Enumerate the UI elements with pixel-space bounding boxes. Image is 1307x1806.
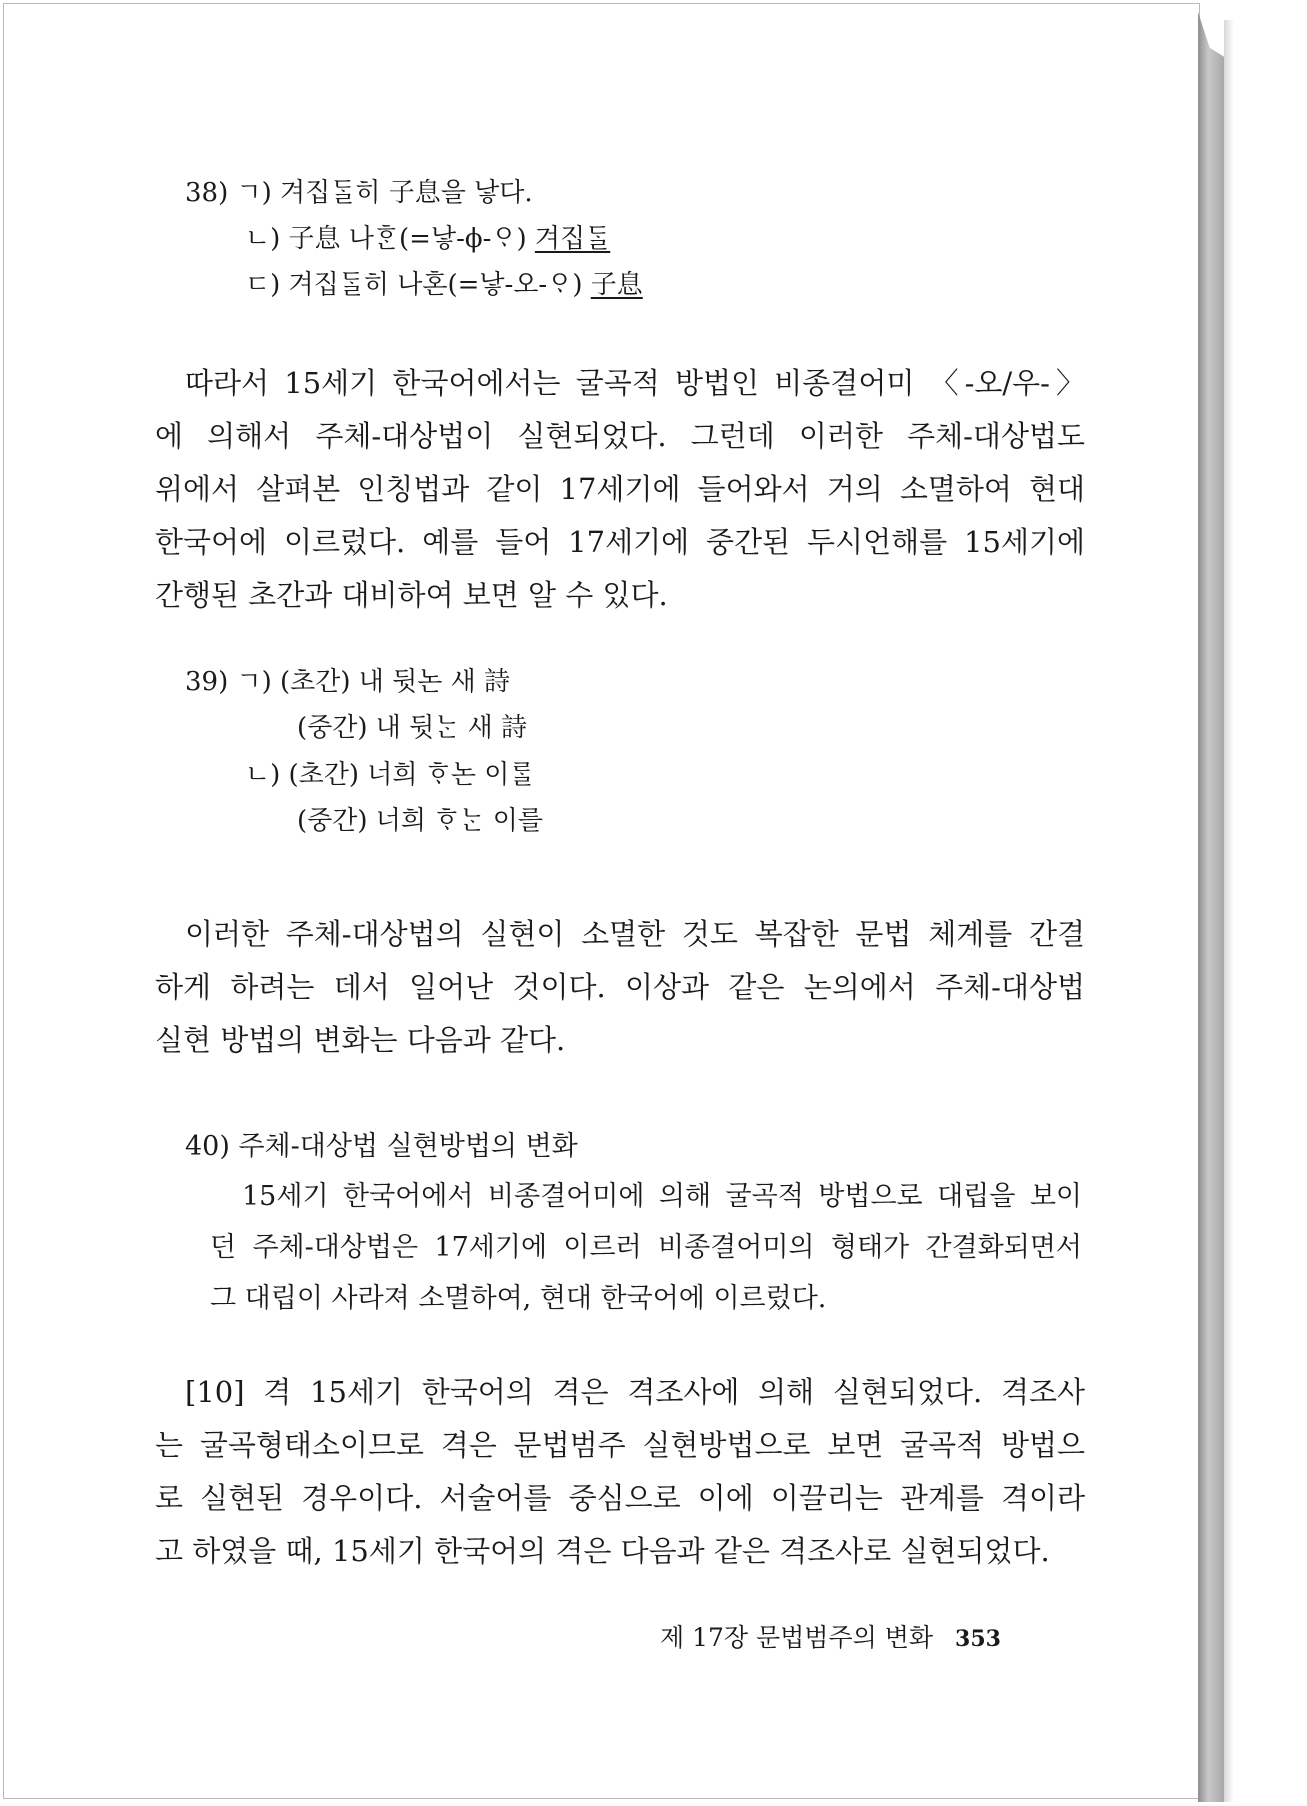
example-38-line-2	[245, 224, 610, 254]
paragraph-1-line: 간행된 초간과 대비하여 보면 알 수 있다.	[155, 578, 668, 612]
paragraph-2-line: 이러한 주체-대상법의 실현이 소멸한 것도 복잡한 문법 체계를 간결	[185, 917, 1085, 951]
example-40-line: 던 주체-대상법은 17세기에 이르러 비종결어미의 형태가 간결화되면서	[210, 1232, 1082, 1263]
example-38-line-1: 38) ㄱ) 겨집ᄃᆞᆯ히 子息을 낳다.	[185, 178, 533, 208]
example-38-line-3-text: ㄷ) 겨집ᄃᆞᆯ히 나혼(=낳-오-ᄋᆞ)	[245, 270, 591, 300]
paragraph-3-line: 로 실현된 경우이다. 서술어를 중심으로 이에 이끌리는 관계를 격이라	[155, 1481, 1085, 1515]
paragraph-1-line: 한국어에 이르렀다. 예를 들어 17세기에 중간된 두시언해를 15세기에	[155, 525, 1085, 559]
example-38-line-2-text: ㄴ) 子息 나ᄒᆞᆫ(=낳-ϕ-ᄋᆞ)	[245, 224, 535, 254]
paragraph-3	[155, 1366, 1085, 1578]
example-40-title: 40) 주체-대상법 실현방법의 변화	[185, 1131, 578, 1162]
example-38-line-3	[245, 270, 643, 300]
example-38-line-2-underlined: 겨집ᄃᆞᆯ	[534, 224, 611, 254]
page-edge-shadow	[1224, 20, 1234, 1802]
paragraph-2-line: 실현 방법의 변화는 다음과 같다.	[155, 1023, 566, 1057]
example-39-line-3: ㄴ) (초간) 너희 ᄒᆞ논 이ᄅᆞᆯ	[245, 760, 535, 790]
page-edge	[1198, 12, 1224, 1802]
paragraph-2	[155, 908, 1085, 1067]
paragraph-2-line: 하게 하려는 데서 일어난 것이다. 이상과 같은 논의에서 주체-대상법	[155, 970, 1085, 1004]
paragraph-1-line: 따라서 15세기 한국어에서는 굴곡적 방법인 비종결어미 〈-오/우-〉	[185, 366, 1085, 400]
example-40-line: 그 대립이 사라져 소멸하여, 현대 한국어에 이르렀다.	[210, 1283, 827, 1314]
example-40-line: 15세기 한국어에서 비종결어미에 의해 굴곡적 방법으로 대립을 보이	[242, 1181, 1082, 1212]
paragraph-1-line: 위에서 살펴본 인칭법과 같이 17세기에 들어와서 거의 소멸하여 현대	[155, 472, 1085, 506]
example-39-line-2: (중간) 내 뒷ᄂᆞᆫ 새 詩	[297, 713, 528, 743]
paragraph-3-line: 고 하였을 때, 15세기 한국어의 격은 다음과 같은 격조사로 실현되었다.	[155, 1534, 1050, 1568]
page-footer	[660, 1618, 1001, 1654]
example-40-body	[210, 1171, 1082, 1324]
page-number: 353	[955, 1626, 1001, 1652]
example-38-line-3-underlined: 子息	[590, 270, 643, 300]
paragraph-1-line: 에 의해서 주체-대상법이 실현되었다. 그런데 이러한 주체-대상법도	[155, 419, 1085, 453]
example-39-line-4: (중간) 너희 ᄒᆞᄂᆞᆫ 이를	[297, 806, 544, 836]
example-39-line-1: 39) ㄱ) (초간) 내 뒷논 새 詩	[185, 667, 511, 697]
paragraph-3-line: [10] 격 15세기 한국어의 격은 격조사에 의해 실현되었다. 격조사	[185, 1375, 1085, 1409]
chapter-title: 제 17장 문법범주의 변화	[660, 1623, 934, 1652]
paragraph-1	[155, 357, 1085, 622]
paragraph-3-line: 는 굴곡형태소이므로 격은 문법범주 실현방법으로 보면 굴곡적 방법으	[155, 1428, 1085, 1462]
